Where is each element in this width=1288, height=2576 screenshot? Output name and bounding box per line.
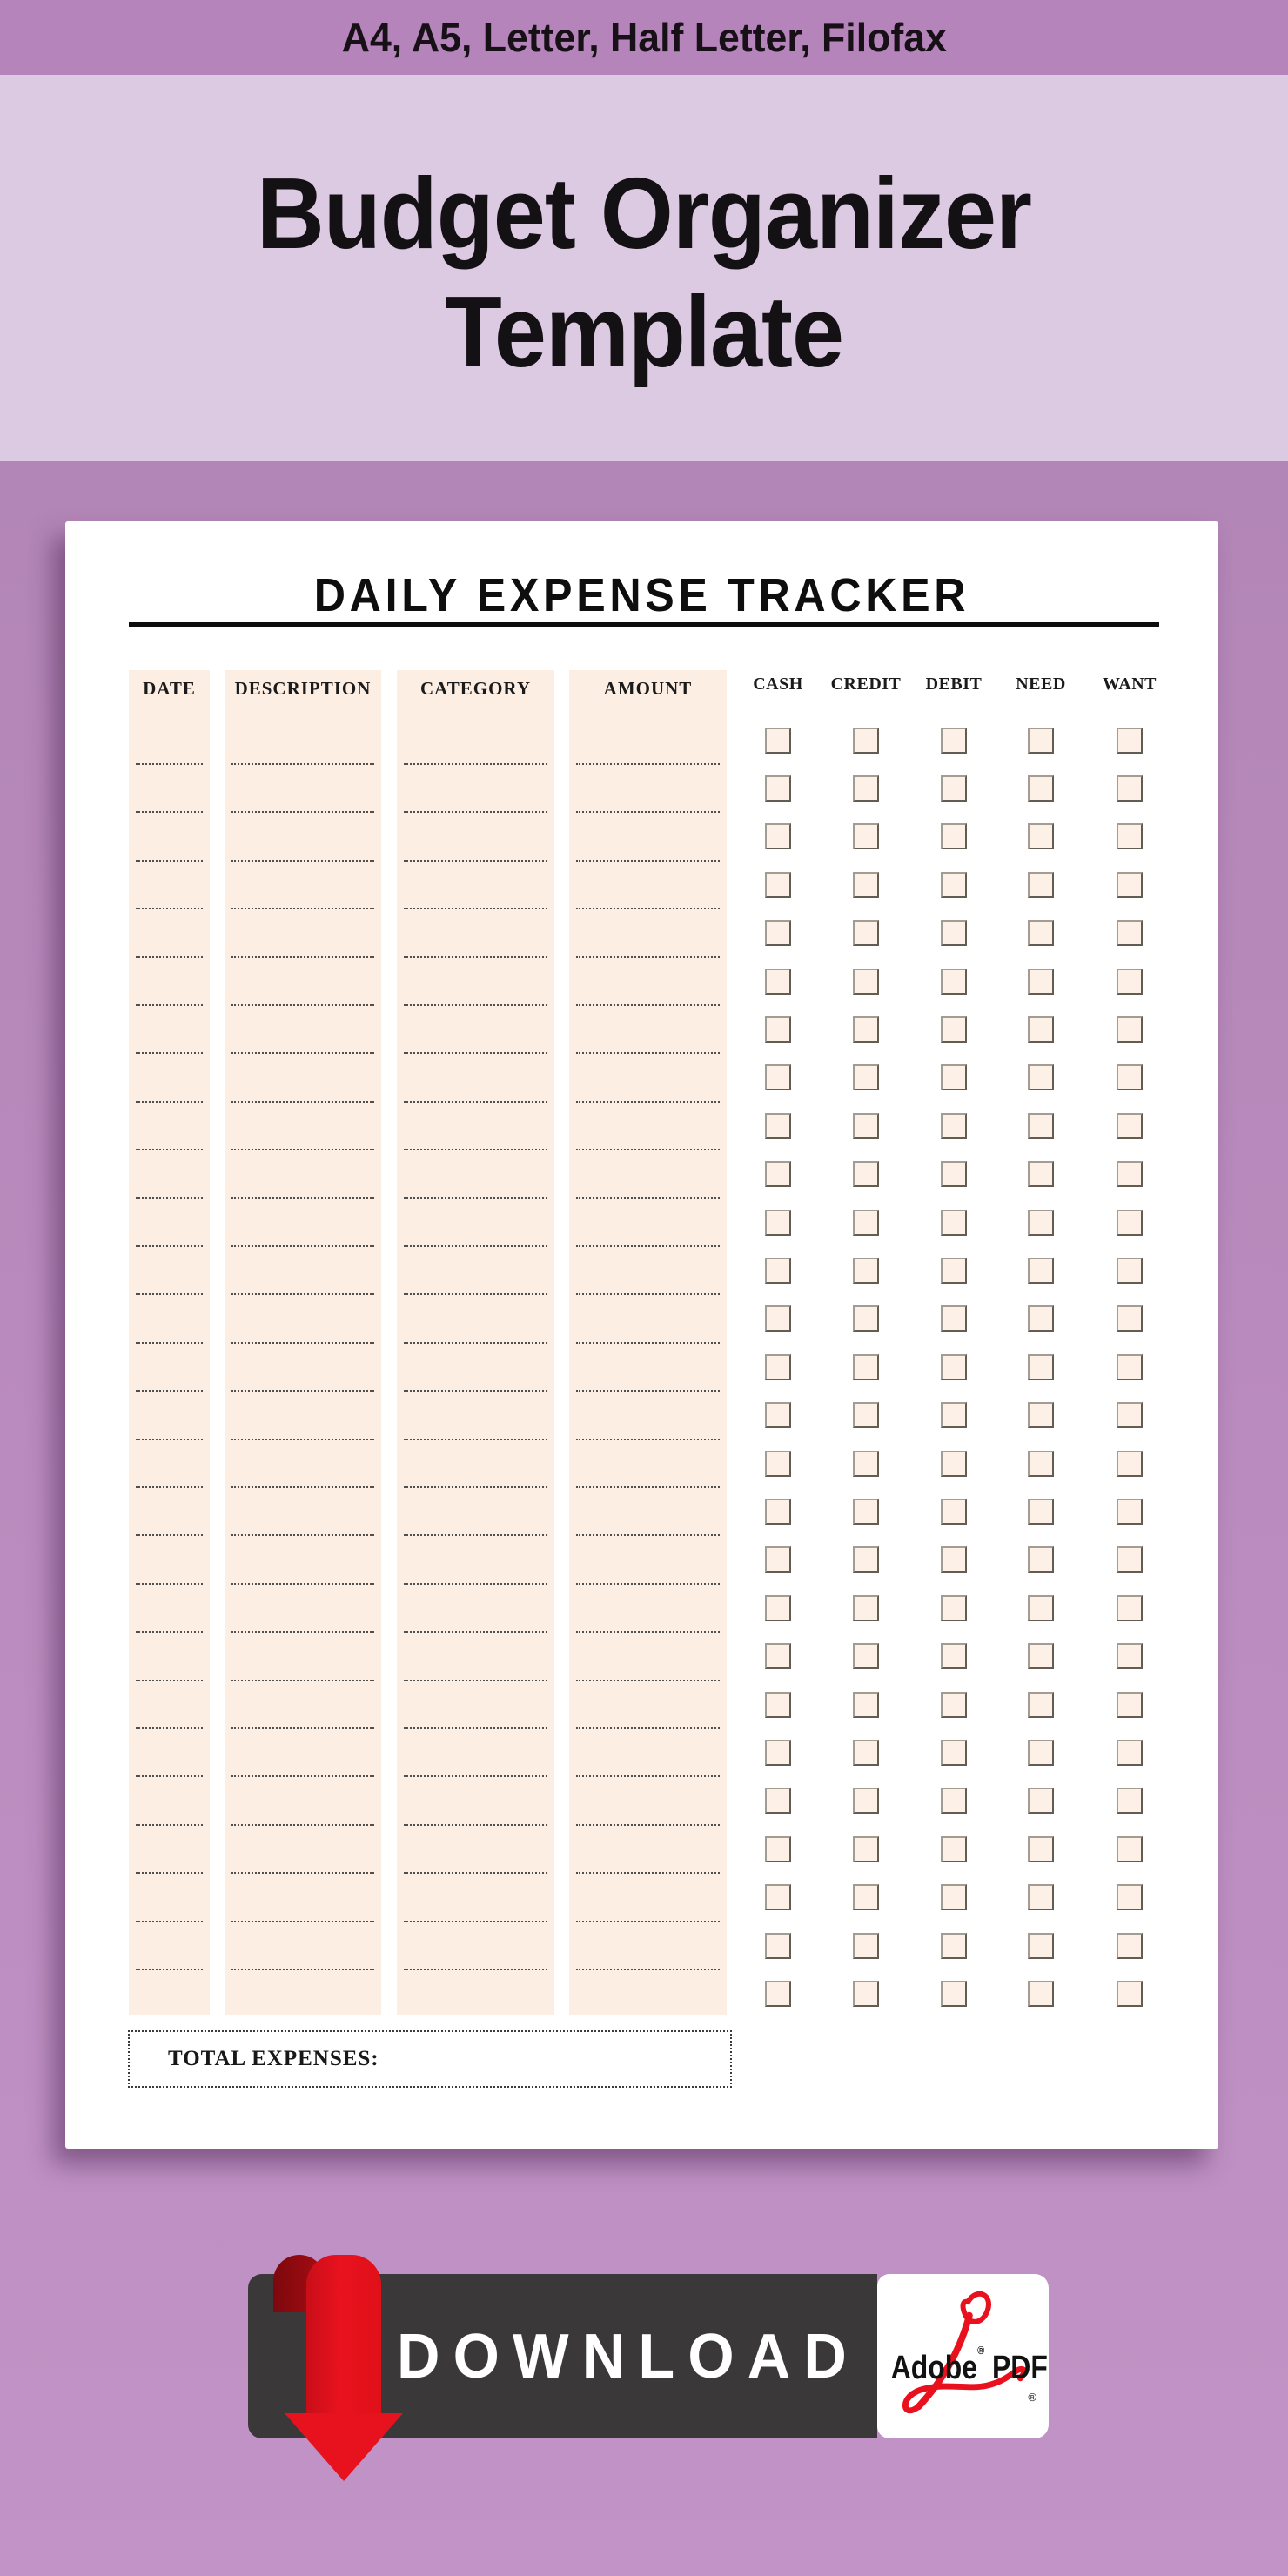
checkbox <box>853 1354 879 1380</box>
checkbox <box>941 1692 967 1718</box>
sheet-title: DAILY EXPENSE TRACKER <box>313 569 970 621</box>
checkbox <box>1028 1499 1054 1525</box>
entry-line <box>136 1631 203 1633</box>
checkbox <box>941 920 967 946</box>
entry-line <box>404 1004 547 1006</box>
checkbox <box>941 1643 967 1669</box>
entry-line <box>404 1583 547 1585</box>
checkbox <box>765 1016 791 1043</box>
checkbox <box>1117 728 1143 754</box>
expense-column-amount <box>569 670 727 2015</box>
entry-line <box>136 1534 203 1536</box>
entry-line <box>404 1245 547 1247</box>
entry-line <box>576 1390 720 1392</box>
entry-line <box>231 1486 374 1488</box>
entry-line <box>404 811 547 813</box>
checkbox <box>941 1305 967 1332</box>
entry-line <box>404 1921 547 1922</box>
checkbox <box>765 1258 791 1284</box>
checkbox <box>1117 1981 1143 2007</box>
entry-line <box>136 1872 203 1874</box>
checkbox <box>853 1499 879 1525</box>
entry-line <box>576 1149 720 1150</box>
checkbox <box>853 1258 879 1284</box>
checkbox <box>765 1305 791 1332</box>
checkbox <box>941 1161 967 1187</box>
entry-line <box>404 1101 547 1103</box>
format-banner-text: A4, A5, Letter, Half Letter, Filofax <box>341 15 947 60</box>
checkbox <box>765 1836 791 1862</box>
checkbox <box>853 872 879 898</box>
entry-line <box>404 1390 547 1392</box>
checkbox <box>1117 872 1143 898</box>
checkbox <box>853 1933 879 1959</box>
checkbox <box>941 1499 967 1525</box>
checkbox <box>765 920 791 946</box>
entry-line <box>576 1052 720 1054</box>
entry-line <box>136 811 203 813</box>
entry-line <box>136 1921 203 1922</box>
checkbox <box>1117 1113 1143 1139</box>
checkbox <box>1028 872 1054 898</box>
checkbox <box>1028 1258 1054 1284</box>
checkbox <box>765 1064 791 1090</box>
entry-line <box>404 956 547 958</box>
entry-line <box>404 1824 547 1826</box>
entry-line <box>231 763 374 765</box>
checkbox <box>1028 1933 1054 1959</box>
entry-line <box>576 1197 720 1199</box>
checkbox <box>1028 1981 1054 2007</box>
adobe-word: Adobe <box>890 2350 978 2386</box>
entry-line <box>404 1486 547 1488</box>
checkbox <box>853 1884 879 1910</box>
entry-line <box>136 1101 203 1103</box>
download-button[interactable] <box>248 2274 1049 2438</box>
entry-line <box>136 956 203 958</box>
checkbox <box>853 1210 879 1236</box>
checkbox <box>1117 1546 1143 1573</box>
expense-column-category <box>397 670 554 2015</box>
checkbox <box>765 775 791 802</box>
checkbox <box>941 1354 967 1380</box>
checkbox-column-header: DEBIT <box>925 674 983 694</box>
checkbox <box>853 1161 879 1187</box>
entry-line <box>136 1293 203 1295</box>
entry-line <box>231 1245 374 1247</box>
entry-line <box>404 763 547 765</box>
total-expenses-label: TOTAL EXPENSES: <box>168 2047 379 2070</box>
checkbox <box>1028 1884 1054 1910</box>
checkbox <box>1028 1692 1054 1718</box>
entry-line <box>136 1342 203 1344</box>
entry-line <box>136 908 203 909</box>
checkbox <box>1028 1836 1054 1862</box>
checkbox <box>765 1884 791 1910</box>
entry-line <box>231 1775 374 1777</box>
checkbox-column-header: CREDIT <box>830 674 902 694</box>
column-header: CATEGORY <box>419 678 532 699</box>
checkbox <box>1028 1451 1054 1477</box>
checkbox <box>1117 1354 1143 1380</box>
checkbox <box>1117 1740 1143 1766</box>
checkbox <box>765 1354 791 1380</box>
checkbox <box>853 1113 879 1139</box>
checkbox <box>941 1884 967 1910</box>
checkbox <box>765 1451 791 1477</box>
column-header: DATE <box>143 678 196 699</box>
entry-line <box>404 1052 547 1054</box>
checkbox-column-cash <box>734 670 822 2015</box>
entry-line <box>576 1245 720 1247</box>
checkbox <box>1117 1836 1143 1862</box>
entry-line <box>404 1439 547 1440</box>
entry-line <box>136 1390 203 1392</box>
sheet-title-underline <box>129 622 1159 627</box>
checkbox-column-need <box>996 670 1085 2015</box>
checkbox <box>765 1788 791 1814</box>
checkbox <box>1117 1788 1143 1814</box>
entry-line <box>231 1390 374 1392</box>
checkbox <box>1028 1643 1054 1669</box>
entry-line <box>136 763 203 765</box>
entry-line <box>136 1149 203 1150</box>
checkbox <box>1028 1161 1054 1187</box>
entry-line <box>576 1342 720 1344</box>
entry-line <box>231 1439 374 1440</box>
checkbox <box>853 1402 879 1428</box>
entry-line <box>576 763 720 765</box>
checkbox <box>765 1981 791 2007</box>
checkbox <box>853 1546 879 1573</box>
checkbox <box>941 1451 967 1477</box>
entry-line <box>136 1775 203 1777</box>
checkbox-column-header: CASH <box>753 674 803 694</box>
adobe-pdf-badge[interactable] <box>877 2274 1049 2438</box>
entry-line <box>404 860 547 862</box>
expense-column-date <box>129 670 210 2015</box>
checkbox <box>1028 1016 1054 1043</box>
checkbox-column-header: NEED <box>1016 674 1066 694</box>
checkbox <box>941 1064 967 1090</box>
checkbox <box>1028 775 1054 802</box>
entry-line <box>576 1439 720 1440</box>
checkbox <box>941 728 967 754</box>
entry-line <box>576 1293 720 1295</box>
checkbox <box>853 1643 879 1669</box>
entry-line <box>576 1824 720 1826</box>
checkbox <box>853 775 879 802</box>
checkbox <box>1028 728 1054 754</box>
checkbox <box>1028 969 1054 995</box>
page-title-line2: Template <box>444 274 844 388</box>
checkbox <box>765 1210 791 1236</box>
entry-line <box>231 956 374 958</box>
entry-line <box>136 1245 203 1247</box>
adobe-pdf-wordmark <box>890 2344 1048 2387</box>
checkbox <box>941 823 967 849</box>
entry-line <box>404 1969 547 1970</box>
entry-line <box>136 1680 203 1681</box>
checkbox <box>765 1692 791 1718</box>
checkbox <box>765 1740 791 1766</box>
checkbox <box>853 823 879 849</box>
entry-line <box>231 1824 374 1826</box>
entry-line <box>231 1342 374 1344</box>
checkbox <box>1117 1499 1143 1525</box>
entry-line <box>136 1439 203 1440</box>
entry-line <box>231 1727 374 1729</box>
checkbox <box>765 1113 791 1139</box>
total-expenses-box <box>128 2030 732 2088</box>
checkbox <box>853 969 879 995</box>
checkbox <box>1028 1354 1054 1380</box>
checkbox <box>1117 775 1143 802</box>
page-title <box>0 155 1288 391</box>
checkbox-column-header: WANT <box>1102 674 1157 694</box>
download-button-body[interactable] <box>248 2274 877 2438</box>
checkbox <box>765 823 791 849</box>
entry-line <box>231 1101 374 1103</box>
checkbox <box>1028 1305 1054 1332</box>
entry-line <box>576 1969 720 1970</box>
checkbox <box>1117 1161 1143 1187</box>
entry-line <box>404 1197 547 1199</box>
entry-line <box>576 1101 720 1103</box>
checkbox-column-credit <box>822 670 910 2015</box>
entry-line <box>136 1052 203 1054</box>
entry-line <box>576 811 720 813</box>
checkbox <box>765 1402 791 1428</box>
entry-line <box>136 1004 203 1006</box>
checkbox <box>1117 969 1143 995</box>
checkbox <box>853 1981 879 2007</box>
entry-line <box>404 1342 547 1344</box>
entry-line <box>231 1921 374 1922</box>
checkbox-column-want <box>1085 670 1174 2015</box>
entry-line <box>404 1534 547 1536</box>
entry-line <box>576 1534 720 1536</box>
checkbox <box>1117 920 1143 946</box>
checkbox <box>1028 1788 1054 1814</box>
adobe-corner-reg-mark: ® <box>1028 2391 1036 2404</box>
entry-line <box>136 1824 203 1826</box>
checkbox <box>853 1305 879 1332</box>
entry-line <box>576 1775 720 1777</box>
checkbox <box>765 1643 791 1669</box>
entry-line <box>231 1969 374 1970</box>
entry-line <box>576 1872 720 1874</box>
checkbox <box>765 872 791 898</box>
checkbox <box>853 1836 879 1862</box>
checkbox <box>1117 1305 1143 1332</box>
checkbox <box>941 1836 967 1862</box>
sheet <box>65 521 1218 2149</box>
entry-line <box>576 1583 720 1585</box>
checkbox <box>941 1210 967 1236</box>
checkbox <box>853 1064 879 1090</box>
checkbox <box>941 1981 967 2007</box>
checkbox <box>853 1788 879 1814</box>
entry-line <box>231 1004 374 1006</box>
checkbox <box>941 969 967 995</box>
pdf-word: PDF <box>991 2350 1048 2386</box>
entry-line <box>404 1727 547 1729</box>
entry-line <box>404 1775 547 1777</box>
entry-line <box>136 1727 203 1729</box>
checkbox <box>941 872 967 898</box>
checkbox <box>1028 1595 1054 1621</box>
checkbox <box>853 1451 879 1477</box>
checkbox <box>765 1546 791 1573</box>
checkbox <box>1117 1933 1143 1959</box>
checkbox <box>1028 1402 1054 1428</box>
checkbox <box>853 728 879 754</box>
column-header: DESCRIPTION <box>234 678 372 699</box>
entry-line <box>404 908 547 909</box>
checkbox <box>1117 1643 1143 1669</box>
checkbox <box>1117 1210 1143 1236</box>
entry-line <box>231 1534 374 1536</box>
entry-line <box>576 1486 720 1488</box>
checkbox <box>1028 1064 1054 1090</box>
entry-line <box>576 908 720 909</box>
checkbox <box>765 1933 791 1959</box>
entry-line <box>136 860 203 862</box>
entry-line <box>404 1293 547 1295</box>
checkbox <box>853 1016 879 1043</box>
checkbox <box>765 969 791 995</box>
checkbox <box>941 1258 967 1284</box>
checkbox <box>1117 1692 1143 1718</box>
column-header: AMOUNT <box>603 678 693 699</box>
entry-line <box>576 1727 720 1729</box>
checkbox <box>1117 1402 1143 1428</box>
entry-line <box>231 1052 374 1054</box>
checkbox <box>1028 1210 1054 1236</box>
checkbox <box>941 1933 967 1959</box>
entry-line <box>136 1583 203 1585</box>
checkbox <box>1028 1740 1054 1766</box>
checkbox <box>1117 1884 1143 1910</box>
checkbox-column-debit <box>909 670 998 2015</box>
entry-line <box>136 1969 203 1970</box>
checkbox <box>941 1595 967 1621</box>
checkbox <box>853 1740 879 1766</box>
entry-line <box>404 1680 547 1681</box>
adobe-reg-mark: ® <box>977 2344 985 2357</box>
entry-line <box>231 1680 374 1681</box>
sheet-body <box>65 670 1218 2015</box>
download-label: DOWNLOAD <box>396 2321 860 2392</box>
checkbox <box>765 1499 791 1525</box>
checkbox <box>1117 1064 1143 1090</box>
checkbox <box>765 1595 791 1621</box>
checkbox <box>1028 1546 1054 1573</box>
entry-line <box>231 1872 374 1874</box>
entry-line <box>404 1149 547 1150</box>
checkbox <box>1117 1451 1143 1477</box>
entry-line <box>136 1197 203 1199</box>
entry-line <box>231 811 374 813</box>
format-banner <box>0 0 1288 75</box>
checkbox <box>1117 1258 1143 1284</box>
entry-line <box>576 1004 720 1006</box>
checkbox <box>941 1788 967 1814</box>
checkbox <box>765 1161 791 1187</box>
checkbox <box>1117 1595 1143 1621</box>
checkbox <box>1028 920 1054 946</box>
expense-column-description <box>225 670 381 2015</box>
entry-line <box>576 1680 720 1681</box>
entry-line <box>576 956 720 958</box>
checkbox <box>941 1016 967 1043</box>
entry-line <box>231 1293 374 1295</box>
entry-line <box>231 1631 374 1633</box>
checkbox <box>853 1692 879 1718</box>
entry-line <box>404 1872 547 1874</box>
checkbox <box>853 920 879 946</box>
checkbox <box>941 1546 967 1573</box>
entry-line <box>136 1486 203 1488</box>
entry-line <box>576 1631 720 1633</box>
entry-line <box>576 1921 720 1922</box>
checkbox <box>853 1595 879 1621</box>
checkbox <box>1117 823 1143 849</box>
entry-line <box>231 1149 374 1150</box>
hero <box>0 75 1288 461</box>
checkbox <box>1028 823 1054 849</box>
checkbox <box>941 1113 967 1139</box>
entry-line <box>404 1631 547 1633</box>
checkbox <box>1028 1113 1054 1139</box>
entry-line <box>231 908 374 909</box>
checkbox <box>765 728 791 754</box>
checkbox <box>941 1740 967 1766</box>
checkbox <box>1117 1016 1143 1043</box>
page-title-line1: Budget Organizer <box>256 157 1032 270</box>
entry-line <box>231 860 374 862</box>
checkbox <box>941 1402 967 1428</box>
checkbox <box>941 775 967 802</box>
entry-line <box>576 860 720 862</box>
entry-line <box>231 1583 374 1585</box>
entry-line <box>231 1197 374 1199</box>
